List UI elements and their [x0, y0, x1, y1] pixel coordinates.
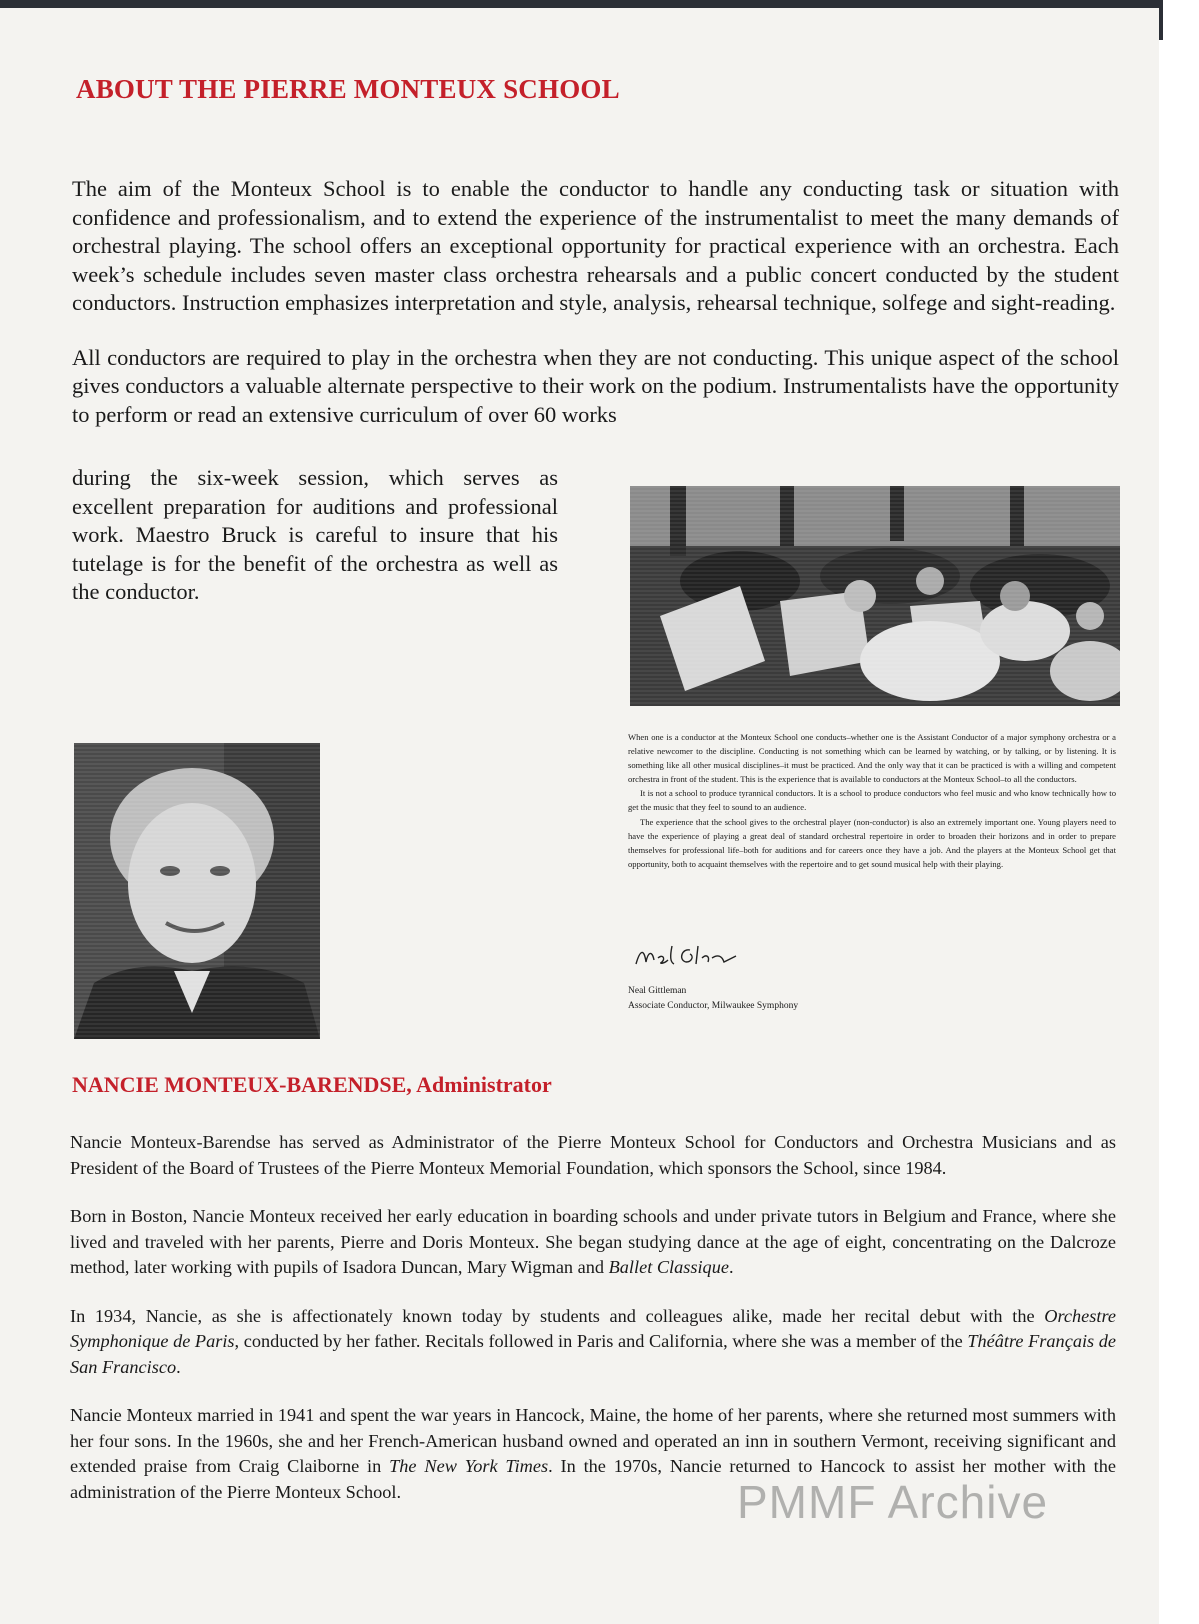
bio-paragraph-1: Nancie Monteux-Barendse has served as Administrator of the Pierre Monteux School for Conductors and Orchestra Musicians and as President of the Board of Trustees of the Pierre Monteux Memorial Foundation, which sponsors the School, since 1984. [70, 1132, 1116, 1178]
orchestra-photo-illustration [630, 486, 1120, 706]
bio-paragraph-4-text-b: . In the 1970s, Nancie returned to Hancock to assist her mother with the administration of the Pierre Monteux School. [70, 1456, 1116, 1502]
intro-section [72, 175, 1119, 429]
signatory-name: Neal Gittleman [628, 986, 687, 996]
handwritten-signature [632, 940, 742, 972]
bio-paragraph-3-end: . [176, 1356, 181, 1377]
bio-paragraph-4-text-a: Nancie Monteux married in 1941 and spent the war years in Hancock, Maine, the home of her parents, where she returned most summers with her four sons. In the 1960s, she and her French-American husband owned and operated an inn in southern Vermont, receiving significant and extended praise from Craig Claiborne in [70, 1405, 1116, 1476]
bio-paragraph-2 [70, 1204, 1116, 1281]
intro-paragraph-2: All conductors are required to play in the orchestra when they are not conducting. This unique aspect of the school gives conductors a valuable alternate perspective to their work on the podium. Instrumentalists have the opportunity to perform or read an extensive curriculum of over 60 works [72, 344, 1119, 427]
bio-paragraph-3 [70, 1304, 1116, 1381]
page-title: ABOUT THE PIERRE MONTEUX SCHOOL [76, 74, 620, 104]
theatre-title: Théâtre Français de San Francisco [70, 1331, 1116, 1377]
bio-paragraph-3-text-a: In 1934, Nancie, as she is affectionately known today by students and colleagues alike, made her recital debut with the [70, 1305, 1045, 1326]
signatory-role: Associate Conductor, Milwaukee Symphony [628, 1001, 799, 1011]
page-corner-mark [1159, 0, 1163, 40]
administrator-bio [70, 1130, 1116, 1528]
quote-paragraph-1: When one is a conductor at the Monteux School one conducts–whether one is the Assistant Conductor of a major symphony orchestra or a relative newcomer to the discipline. Conducting is not something which can be learned by watching, or by talking, or by listening. It is something like all other musical disciplines–it must be practiced. And the only way that it can be practiced is with a willing and competent orchestra in front of the student. This is the experience that is available to conductors at the Monteux School–to all the conductors. [628, 732, 1116, 785]
portrait-photo [74, 743, 320, 1039]
portrait-illustration [74, 743, 320, 1039]
intro-paragraph-1: The aim of the Monteux School is to enable the conductor to handle any conducting task or situation with confidence and professionalism, and to extend the experience of the instrumentalist to meet the many demands of orchestral playing. The school offers an exceptional opportunity for practical experience with an orchestra. Each week’s schedule includes seven master class orchestra rehearsals and a public concert conducted by the student conductors. Instruction emphasizes interpretation and style, analysis, rehearsal technique, solfege and sight-reading. [72, 176, 1119, 315]
testimonial-quote [628, 730, 1116, 871]
signatory-block [628, 984, 798, 1014]
intro-paragraph-2-continued: during the six-week session, which serves as excellent preparation for auditions and professional work. Maestro Bruck is careful to insure that his tutelage is for the benefit of the orchestra as well as the conductor. [72, 465, 558, 604]
page-top-edge [0, 0, 1199, 8]
archive-watermark: PMMF Archive [737, 1476, 1049, 1528]
bio-paragraph-3-text-b: , conducted by her father. Recitals followed in Paris and California, where she was a member of the [234, 1331, 968, 1351]
quote-paragraph-3: The experience that the school gives to the orchestral player (non-conductor) is also an extremely important one. Young players need to have the experience of playing a great deal of standard orchestral repertoire in order to broaden their horizons and in order to prepare themselves for professional life–both for auditions and for careers once they have a job. And the players at the Monteux School get that opportunity, both to acquaint themselves with the repertoire and to get sound musical help with their playing. [628, 816, 1116, 869]
quote-paragraph-2: It is not a school to produce tyrannical conductors. It is a school to produce conductors who feel music and who know technically how to get the music that they feel to sound to an audience. [628, 788, 1116, 813]
ballet-classique-title: Ballet Classique [608, 1257, 729, 1277]
bio-paragraph-2-end: . [728, 1257, 734, 1277]
administrator-heading: NANCIE MONTEUX-BARENDSE, Administrator [72, 1072, 552, 1097]
orchestre-title: Orchestre Symphonique de Paris [70, 1305, 1116, 1351]
orchestra-rehearsal-photo [630, 486, 1120, 706]
bio-paragraph-2-text: Born in Boston, Nancie Monteux received her early education in boarding schools and under private tutors in Belgium and France, where she lived and traveled with her parents, Pierre and Doris Monteux. She began studying dance at the age of eight, concentrating on the Dalcroze method, later working with pupils of Isadora Duncan, Mary Wigman and [70, 1206, 1116, 1277]
new-york-times-title: The New York Times [389, 1456, 549, 1476]
page-right-margin [1159, 0, 1199, 1624]
